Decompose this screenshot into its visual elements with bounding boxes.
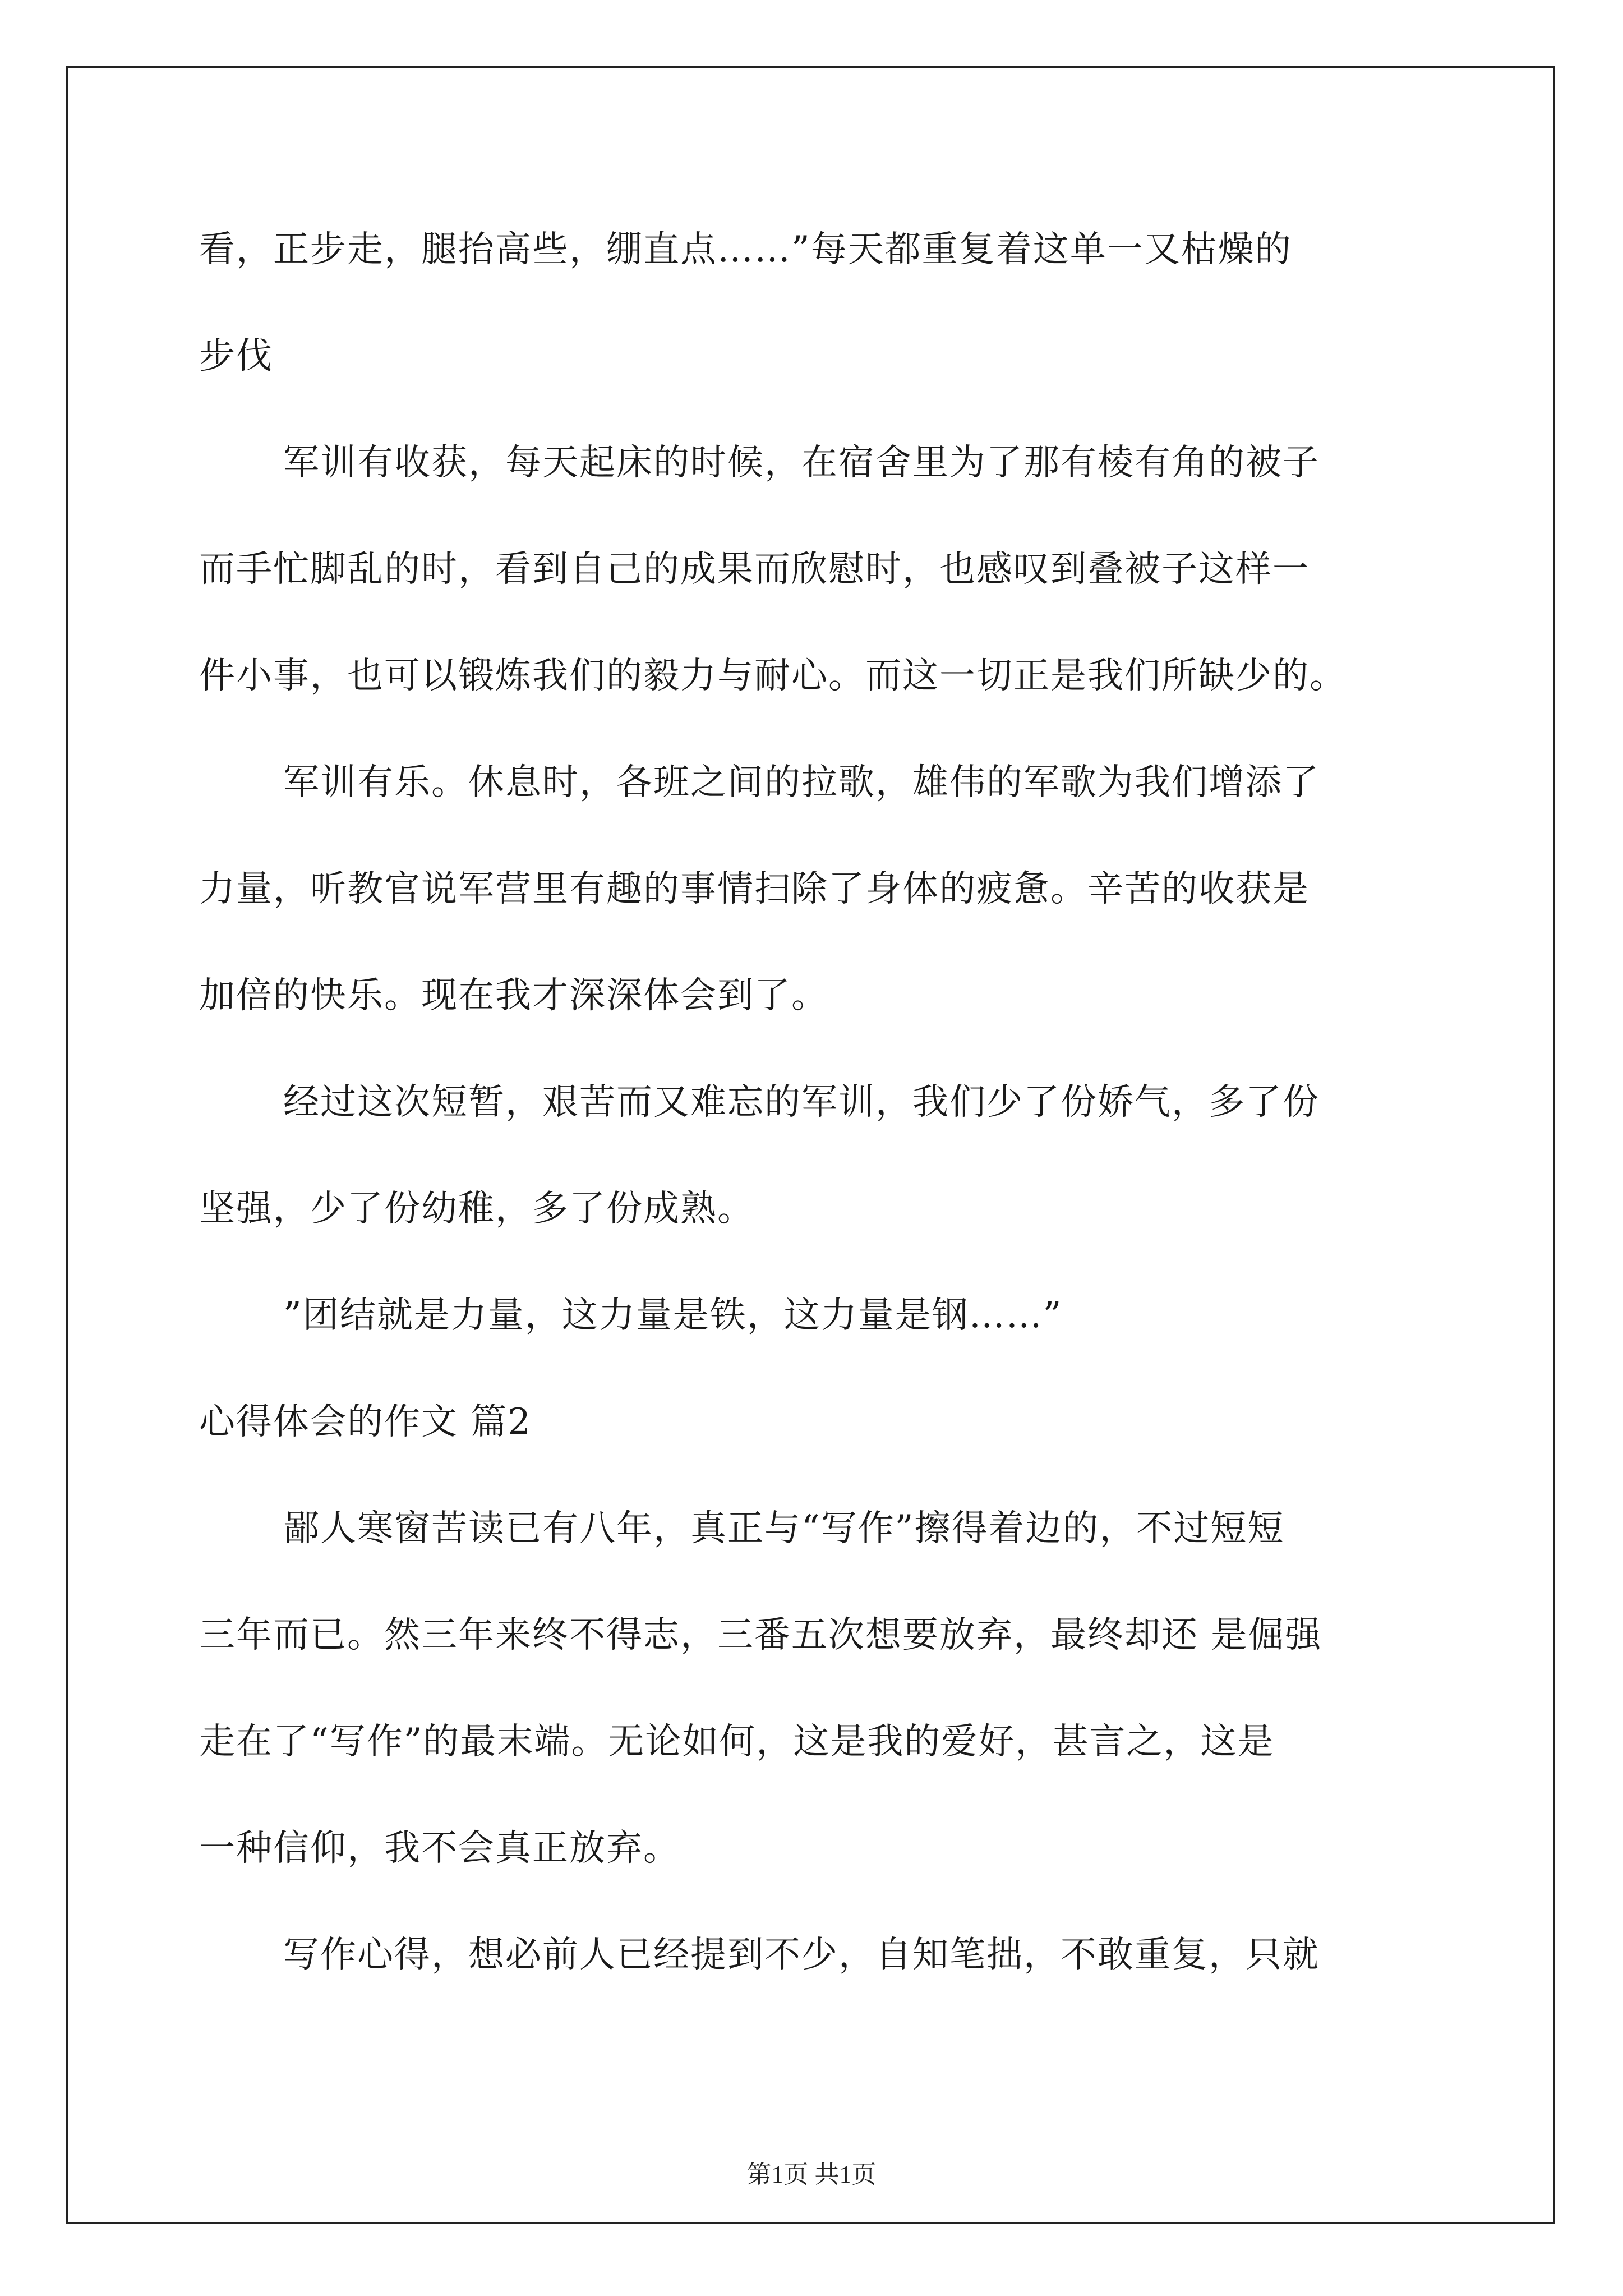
paragraph-start: 军训有收获，每天起床的时候，在宿舍里为了那有棱有角的被子 <box>283 442 1320 484</box>
paragraph-start: 写作心得，想必前人已经提到不少，自知笔拙，不敢重复，只就 <box>283 1934 1320 1976</box>
text-line: 步伐 <box>199 335 273 377</box>
page-footer: 第1页 共1页 <box>746 2161 877 2188</box>
paragraph-start: 鄙人寒窗苦读已有八年，真正与“写作”擦得着边的，不过短短 <box>283 1508 1285 1549</box>
text-line: 力量，听教官说军营里有趣的事情扫除了身体的疲惫。辛苦的收获是 <box>199 868 1310 910</box>
paragraph-start: 经过这次短暂，艰苦而又难忘的军训，我们少了份娇气，多了份 <box>283 1082 1320 1123</box>
text-line: 件小事，也可以锻炼我们的毅力与耐心。而这一切正是我们所缺少的。 <box>199 655 1347 697</box>
text-line: 而手忙脚乱的时，看到自己的成果而欣慰时，也感叹到叠被子这样一 <box>199 549 1310 590</box>
document-body <box>199 202 1433 2014</box>
text-line: 看，正步走，腿抬高些，绷直点……”每天都重复着这单一又枯燥的 <box>199 229 1292 270</box>
section-heading: 心得体会的作文 篇2 <box>199 1401 532 1443</box>
paragraph-start: ”团结就是力量，这力量是铁，这力量是钢……” <box>283 1295 1063 1336</box>
text-line: 一种信仰，我不会真正放弃。 <box>199 1828 680 1869</box>
paragraph-start: 军训有乐。休息时，各班之间的拉歌，雄伟的军歌为我们增添了 <box>283 762 1320 803</box>
text-line: 加倍的快乐。现在我才深深体会到了。 <box>199 975 828 1016</box>
text-line: 三年而已。然三年来终不得志，三番五次想要放弃，最终却还 是倔强 <box>199 1614 1322 1656</box>
text-line: 走在了“写作”的最末端。无论如何，这是我的爱好，甚言之，这是 <box>199 1721 1275 1763</box>
text-line: 坚强，少了份幼稚，多了份成熟。 <box>199 1188 754 1230</box>
